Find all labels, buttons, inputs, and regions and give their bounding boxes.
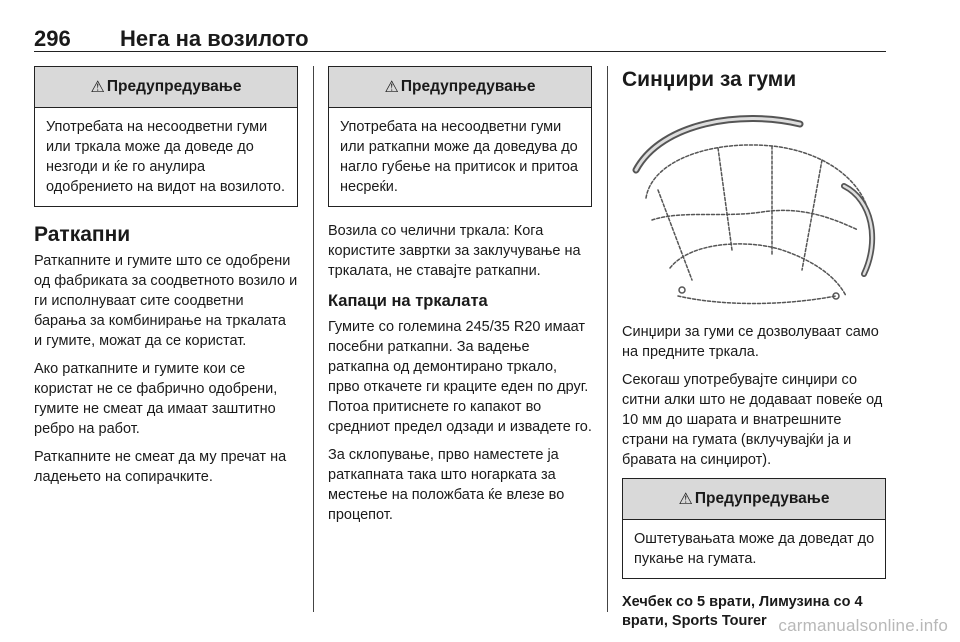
- page-number: 296: [34, 26, 71, 51]
- warning-title: Предупредување: [694, 490, 830, 507]
- warning-header: [623, 479, 885, 520]
- warning-text: Употребата на несоодветни гуми или раткапни може да доведува до нагло губење на притисок и притоа несреќи.: [340, 119, 578, 195]
- paragraph: Секогаш употребувајте синџири со ситни алки што не додаваат повеќе од 10 мм до шарата и внатрешните страни на гумата (вклучувајќи ја и бравата на синџирот).: [622, 372, 883, 468]
- column-3: [622, 66, 886, 631]
- subheading-wheel-covers: Капаци на тркалата: [328, 292, 488, 310]
- snow-chains-illustration: [622, 100, 886, 312]
- warning-triangle-icon: ⚠: [678, 491, 693, 508]
- paragraph: Ако раткапните и гумите кои се користат не се фабрично одобрени, гумите не смеат да имаат заштитно ребро на работ.: [34, 361, 278, 437]
- warning-box: [34, 66, 298, 207]
- section-heading-hubcaps: Раткапни: [34, 223, 131, 246]
- warning-triangle-icon: ⚠: [384, 79, 399, 96]
- warning-title: Предупредување: [400, 78, 536, 95]
- warning-text: Оштетувањата може да доведат до пукање на гумата.: [634, 531, 875, 567]
- warning-text: Употребата на несоодветни гуми или тркала може да доведе до незгоди и ќе го анулира одобрението на видот на возилото.: [46, 119, 285, 195]
- column-1: [34, 66, 298, 495]
- header-rule: [34, 51, 886, 52]
- warning-box: [622, 478, 886, 579]
- paragraph: Возила со челични тркала: Кога користите завртки за заклучување на тркалата, не ставајте раткапни.: [328, 223, 581, 279]
- warning-title: Предупредување: [106, 78, 242, 95]
- page-header: [34, 22, 886, 52]
- paragraph: Синџири за гуми се дозволуваат само на предните тркала.: [622, 324, 879, 360]
- section-heading-snow-chains: Синџири за гуми: [622, 68, 797, 91]
- running-title: Нега на возилото: [120, 26, 309, 51]
- warning-triangle-icon: ⚠: [90, 79, 105, 96]
- warning-header: [35, 67, 297, 108]
- column-separator: [607, 66, 608, 612]
- watermark: carmanualsonline.info: [778, 616, 948, 635]
- column-separator: [313, 66, 314, 612]
- paragraph: Раткапните не смеат да му пречат на ладењето на сопирачките.: [34, 449, 287, 485]
- vehicle-variants-heading: Хечбек со 5 врати, Лимузина со 4 врати, Sports Tourer: [622, 594, 863, 629]
- column-2: [328, 66, 592, 533]
- warning-header: [329, 67, 591, 108]
- paragraph: Раткапните и гумите што се одобрени од фабриката за соодветното возило и ги исполнуваат сите соодветни барања за комбинирање на тркалата и гумите, можат да се користат.: [34, 253, 298, 349]
- warning-box: [328, 66, 592, 207]
- paragraph: Гумите со големина 245/35 R20 имаат посебни раткапни. За вадење раткапна од демонтирано тркало, прво откачете ги краците еден по друг. Потоа притиснете го капакот во средниот предел одзади и извадете го.: [328, 319, 592, 435]
- paragraph: За склопување, прво наместете ја раткапната така што ногарката за местење на положбата ќе влезе во процепот.: [328, 447, 565, 523]
